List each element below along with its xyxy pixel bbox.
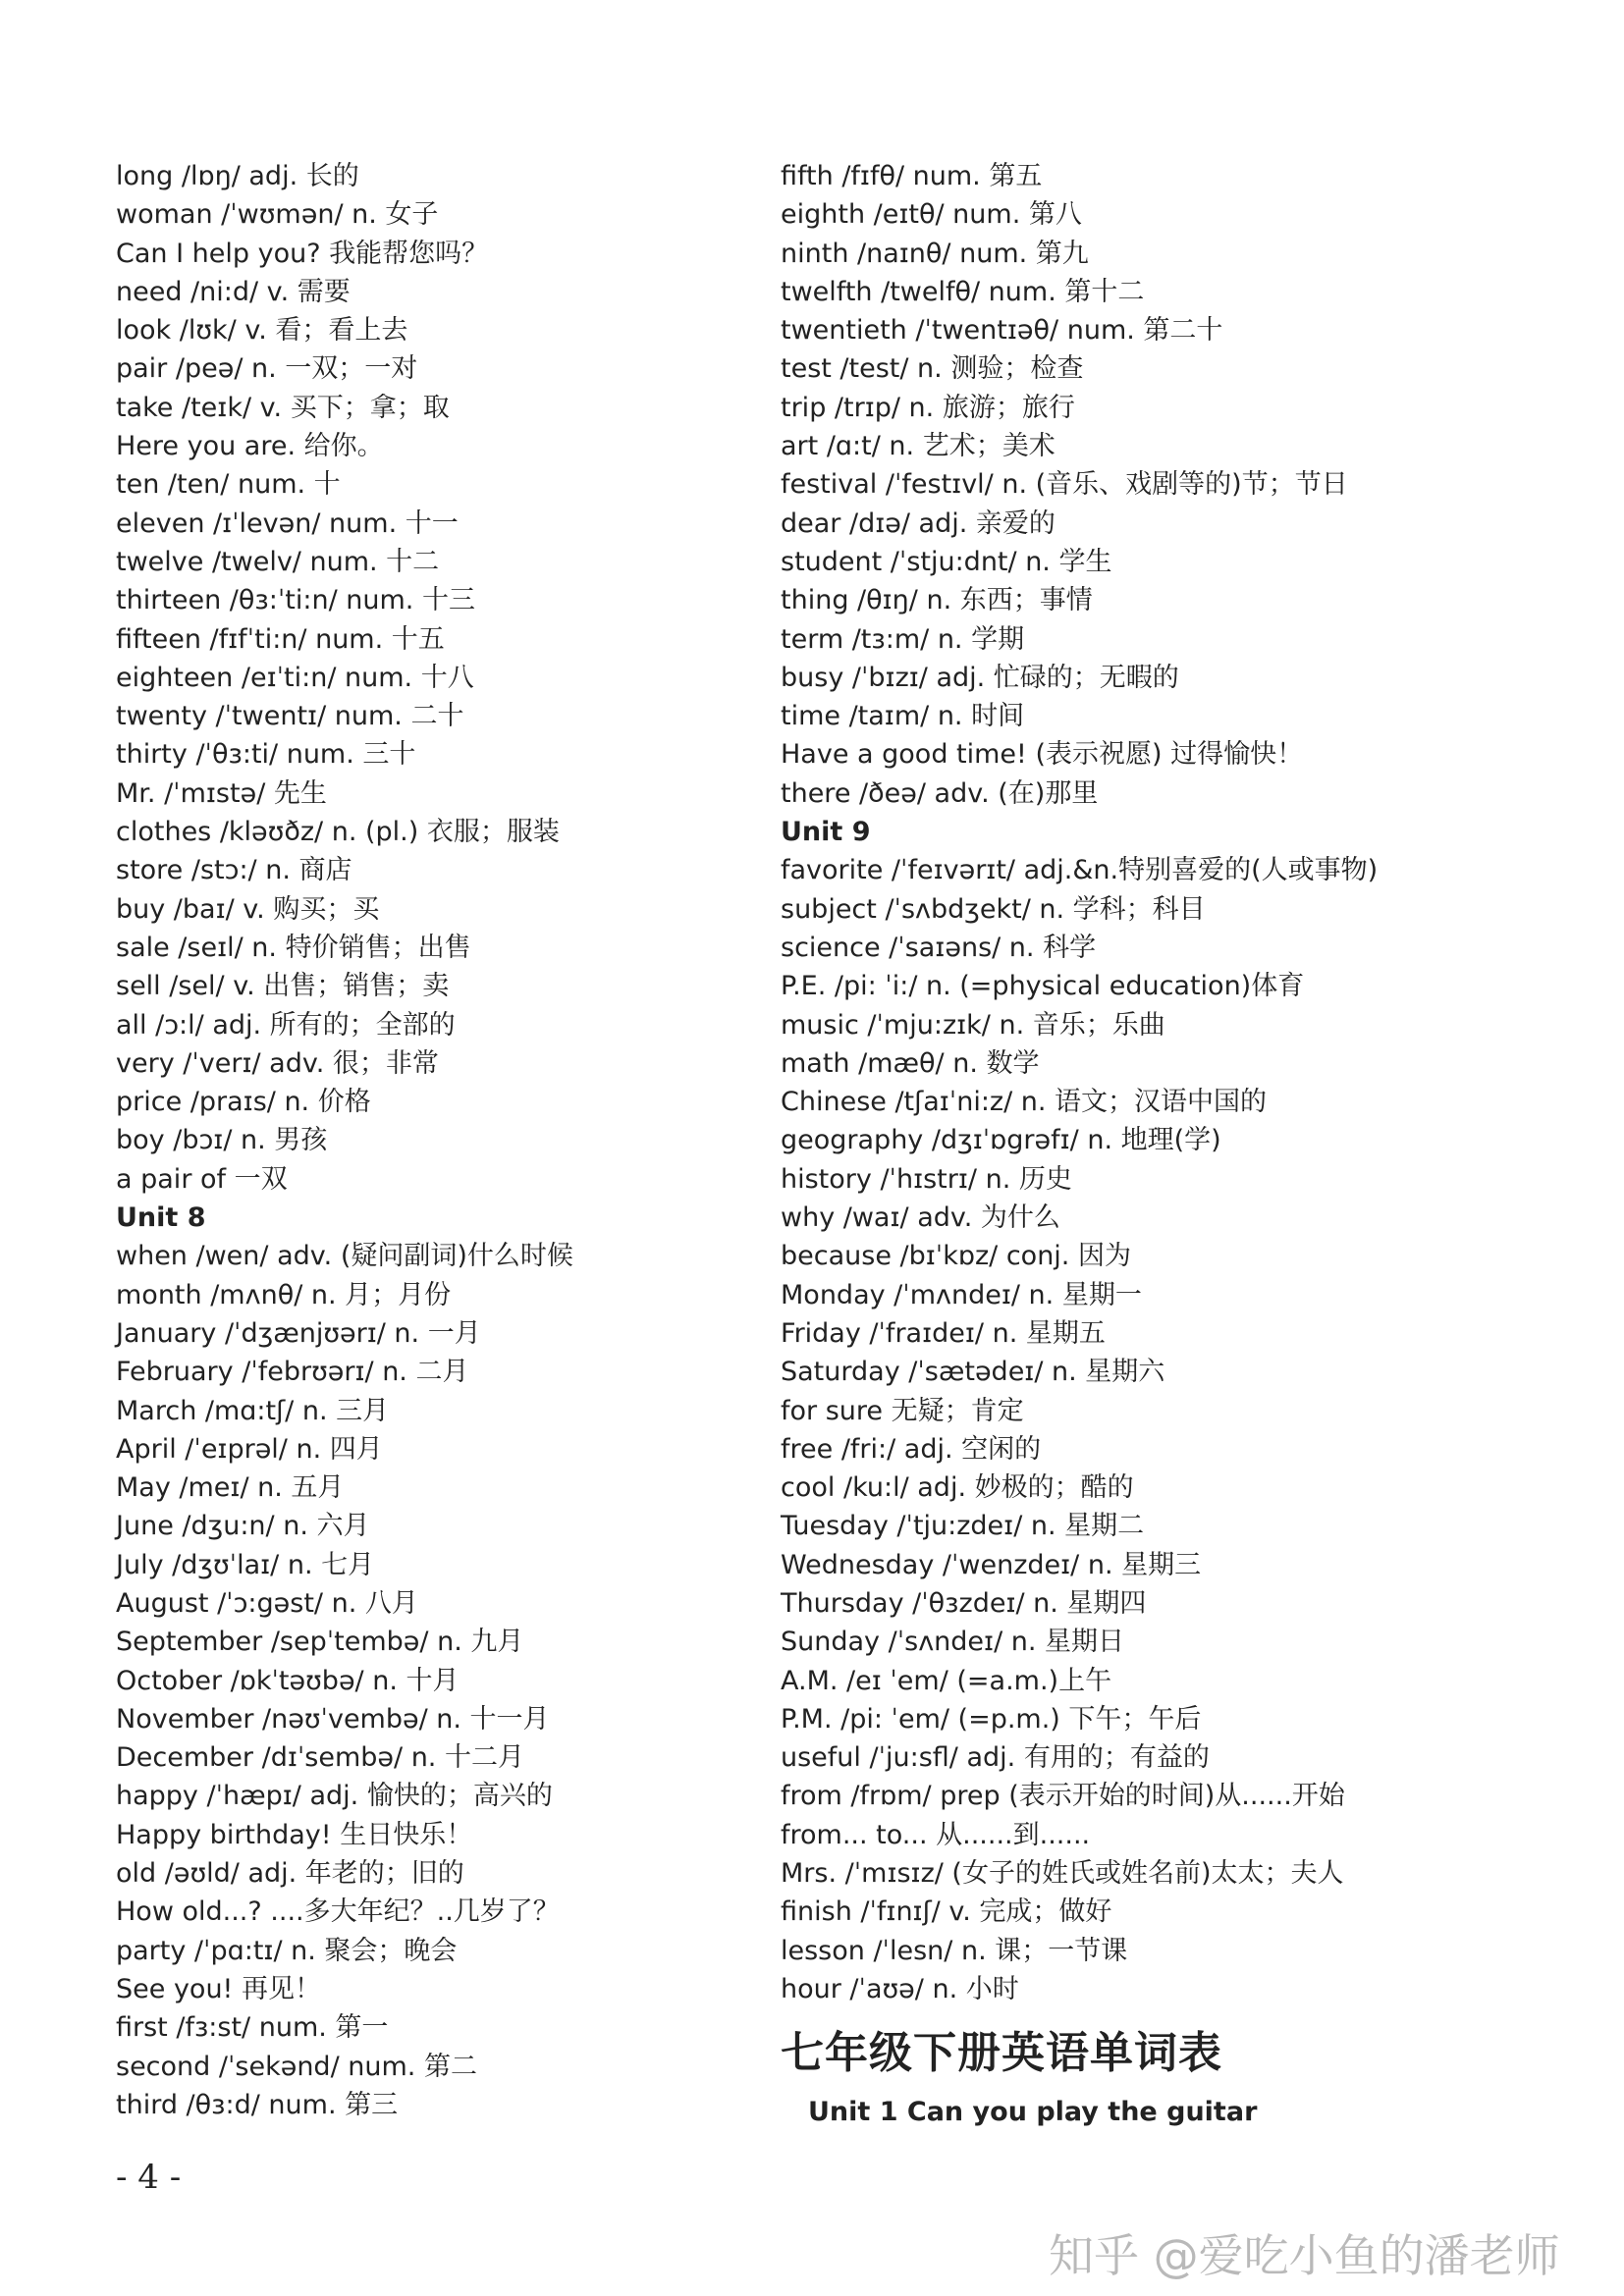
vocab-entry: Tuesday /ˈtju:zdeɪ/ n. 星期二 [781,1511,1145,1542]
vocab-entry: store /stɔ:/ n. 商店 [116,855,352,886]
vocab-entry: pair /peə/ n. 一双；一对 [116,353,418,385]
vocab-entry: Monday /ˈmʌndeɪ/ n. 星期一 [781,1279,1142,1310]
vocab-entry: A.M. /eɪ ˈem/ (=a.m.)上午 [781,1665,1112,1696]
vocab-entry: January /ˈdʒænjʊərɪ/ n. 一月 [116,1317,481,1349]
unit-heading: Unit 9 [781,817,871,848]
vocab-entry: time /taɪm/ n. 时间 [781,701,1025,732]
vocab-entry: Can I help you? 我能帮您吗？ [116,238,489,269]
vocab-entry: festival /ˈfestɪvl/ n. (音乐、戏剧等的)节；节日 [781,469,1348,501]
vocab-entry: twenty /ˈtwentɪ/ num. 二十 [116,701,464,732]
vocab-entry: math /mæθ/ n. 数学 [781,1047,1040,1079]
vocab-entry: third /θɜ:d/ num. 第三 [116,2089,399,2120]
vocab-entry: fifteen /fɪfˈti:n/ num. 十五 [116,623,445,655]
vocab-entry: How old...? ....多大年纪？..几岁了？ [116,1896,560,1928]
vocab-entry: take /teɪk/ v. 买下；拿；取 [116,392,450,423]
vocab-entry: ninth /naɪnθ/ num. 第九 [781,238,1089,269]
vocab-entry: Happy birthday! 生日快乐！ [116,1819,473,1850]
vocab-entry: term /tɜ:m/ n. 学期 [781,623,1025,655]
vocab-entry: cool /ku:l/ adj. 妙极的；酷的 [781,1472,1134,1504]
vocab-entry: Have a good time! (表示祝愿) 过得愉快！ [781,739,1304,771]
vocab-entry: geography /dʒɪˈɒgrəfɪ/ n. 地理(学) [781,1125,1221,1156]
right-entries [781,157,1527,2008]
vocab-entry: useful /ˈju:sfl/ adj. 有用的；有益的 [781,1742,1210,1774]
vocab-entry: trip /trɪp/ n. 旅游；旅行 [781,392,1075,423]
vocab-entry: old /əʊld/ adj. 年老的；旧的 [116,1858,464,1890]
vocab-entry: Friday /ˈfraɪdeɪ/ n. 星期五 [781,1317,1106,1349]
vocab-entry: when /wen/ adv. (疑问副词)什么时候 [116,1241,573,1272]
left-column [116,157,744,2124]
section-subtitle: Unit 1 Can you play the guitar [808,2097,1258,2128]
vocab-entry: dear /dɪə/ adj. 亲爱的 [781,507,1056,539]
vocab-entry: look /lʊk/ v. 看；看上去 [116,315,408,347]
vocab-entry: April /ˈeɪprəl/ n. 四月 [116,1433,383,1465]
vocab-entry: sale /seɪl/ n. 特价销售；出售 [116,932,471,963]
vocab-entry: month /mʌnθ/ n. 月；月份 [116,1279,452,1310]
vocab-entry: subject /ˈsʌbdʒekt/ n. 学科；科目 [781,893,1206,925]
vocab-entry: boy /bɔɪ/ n. 男孩 [116,1125,328,1156]
vocab-entry: February /ˈfebrʊərɪ/ n. 二月 [116,1357,469,1388]
vocab-entry: need /ni:d/ v. 需要 [116,276,351,307]
vocab-entry: free /fri:/ adj. 空闲的 [781,1433,1042,1465]
vocab-entry: thirteen /θɜ:ˈti:n/ num. 十三 [116,585,475,616]
vocab-entry: finish /ˈfɪnɪʃ/ v. 完成；做好 [781,1896,1112,1928]
vocab-entry: woman /ˈwʊmən/ n. 女子 [116,199,439,231]
vocab-entry: thirty /ˈθɜ:ti/ num. 三十 [116,739,416,771]
vocab-entry: Mrs. /ˈmɪsɪz/ (女子的姓氏或姓名前)太太；夫人 [781,1858,1344,1890]
vocab-entry: Mr. /ˈmɪstə/ 先生 [116,777,327,809]
vocab-entry: twentieth /ˈtwentɪəθ/ num. 第二十 [781,315,1223,347]
vocab-entry: May /meɪ/ n. 五月 [116,1472,345,1504]
vocab-entry: hour /ˈaʊə/ n. 小时 [781,1973,1019,2004]
vocab-entry: party /ˈpɑ:tɪ/ n. 聚会；晚会 [116,1935,458,1966]
vocab-entry: all /ɔ:l/ adj. 所有的；全部的 [116,1009,456,1041]
vocab-entry: December /dɪˈsembə/ n. 十二月 [116,1742,524,1774]
vocab-entry: October /ɒkˈtəʊbə/ n. 十月 [116,1665,460,1696]
vocab-entry: music /ˈmju:zɪk/ n. 音乐；乐曲 [781,1009,1165,1041]
vocab-entry: eighth /eɪtθ/ num. 第八 [781,199,1082,231]
vocab-entry: fifth /fɪfθ/ num. 第五 [781,161,1043,191]
vocab-entry: art /ɑ:t/ n. 艺术；美术 [781,431,1056,462]
vocab-entry: Wednesday /ˈwenzdeɪ/ n. 星期三 [781,1549,1202,1580]
section-title: 七年级下册英语单词表 [781,2028,1222,2079]
vocab-entry: September /sepˈtembə/ n. 九月 [116,1627,524,1658]
page-number: - 4 - [116,2158,182,2197]
vocab-entry: Saturday /ˈsætədeɪ/ n. 星期六 [781,1357,1165,1388]
vocab-entry: August /ˈɔ:gəst/ n. 八月 [116,1587,418,1619]
vocab-entry: buy /baɪ/ v. 购买；买 [116,893,380,925]
vocab-entry: for sure 无疑；肯定 [781,1395,1024,1426]
vocab-entry: long /lɒŋ/ adj. 长的 [116,161,359,191]
vocab-entry: sell /sel/ v. 出售；销售；卖 [116,971,450,1002]
vocab-entry: science /ˈsaɪəns/ n. 科学 [781,932,1097,963]
vocab-entry: second /ˈsekənd/ num. 第二 [116,2051,477,2082]
vocab-entry: from /frɒm/ prep (表示开始的时间)从......开始 [781,1781,1345,1812]
vocab-entry: twelve /twelv/ num. 十二 [116,546,440,577]
vocab-entry: June /dʒu:n/ n. 六月 [116,1511,370,1542]
vocab-entry: very /ˈverɪ/ adv. 很；非常 [116,1047,439,1079]
vocab-entry: why /waɪ/ adv. 为什么 [781,1202,1060,1234]
vocab-entry: ten /ten/ num. 十 [116,469,341,501]
vocab-entry: busy /ˈbɪzɪ/ adj. 忙碌的；无暇的 [781,662,1179,693]
vocab-entry: history /ˈhɪstrɪ/ n. 历史 [781,1163,1072,1195]
vocab-entry: because /bɪˈkɒz/ conj. 因为 [781,1241,1131,1272]
vocab-entry: from... to... 从......到...... [781,1819,1091,1850]
watermark: 知乎 @爱吃小鱼的潘老师 [1049,2229,1560,2282]
vocab-entry: twelfth /twelfθ/ num. 第十二 [781,276,1145,307]
vocab-entry: student /ˈstju:dnt/ n. 学生 [781,546,1112,577]
vocab-entry: July /dʒʊˈlaɪ/ n. 七月 [116,1549,375,1580]
vocab-entry: thing /θɪŋ/ n. 东西；事情 [781,585,1093,616]
vocab-entry: clothes /kləʊðz/ n. (pl.) 衣服；服装 [116,817,560,848]
vocab-entry: there /ðeə/ adv. (在)那里 [781,777,1099,809]
right-column [781,157,1527,2134]
unit-heading: Unit 8 [116,1202,206,1234]
vocab-entry: Chinese /tʃaɪˈni:z/ n. 语文；汉语中国的 [781,1087,1268,1118]
vocab-entry: test /test/ n. 测验；检查 [781,353,1084,385]
vocab-entry: favorite /ˈfeɪvərɪt/ adj.&n.特别喜爱的(人或事物) [781,855,1379,886]
vocab-entry: a pair of 一双 [116,1163,288,1195]
vocab-entry: lesson /ˈlesn/ n. 课；一节课 [781,1935,1128,1966]
vocab-entry: price /praɪs/ n. 价格 [116,1087,371,1118]
vocab-entry: first /fɜ:st/ num. 第一 [116,2012,389,2044]
vocab-entry: Sunday /ˈsʌndeɪ/ n. 星期日 [781,1627,1125,1658]
vocab-entry: March /mɑ:tʃ/ n. 三月 [116,1395,390,1426]
vocab-entry: Here you are. 给你。 [116,431,384,462]
vocab-entry: Thursday /ˈθɜzdeɪ/ n. 星期四 [781,1587,1147,1619]
vocab-entry: happy /ˈhæpɪ/ adj. 愉快的；高兴的 [116,1781,553,1812]
vocab-entry: eighteen /eɪˈti:n/ num. 十八 [116,662,474,693]
vocab-entry: November /nəʊˈvembə/ n. 十一月 [116,1703,550,1735]
vocab-entry: See you! 再见！ [116,1973,321,2004]
vocab-entry: eleven /ɪˈlevən/ num. 十一 [116,507,459,539]
vocab-entry: P.E. /pi: ˈi:/ n. (=physical education)体育 [781,971,1305,1002]
vocab-entry: P.M. /pi: ˈem/ (=p.m.) 下午；午后 [781,1703,1202,1735]
